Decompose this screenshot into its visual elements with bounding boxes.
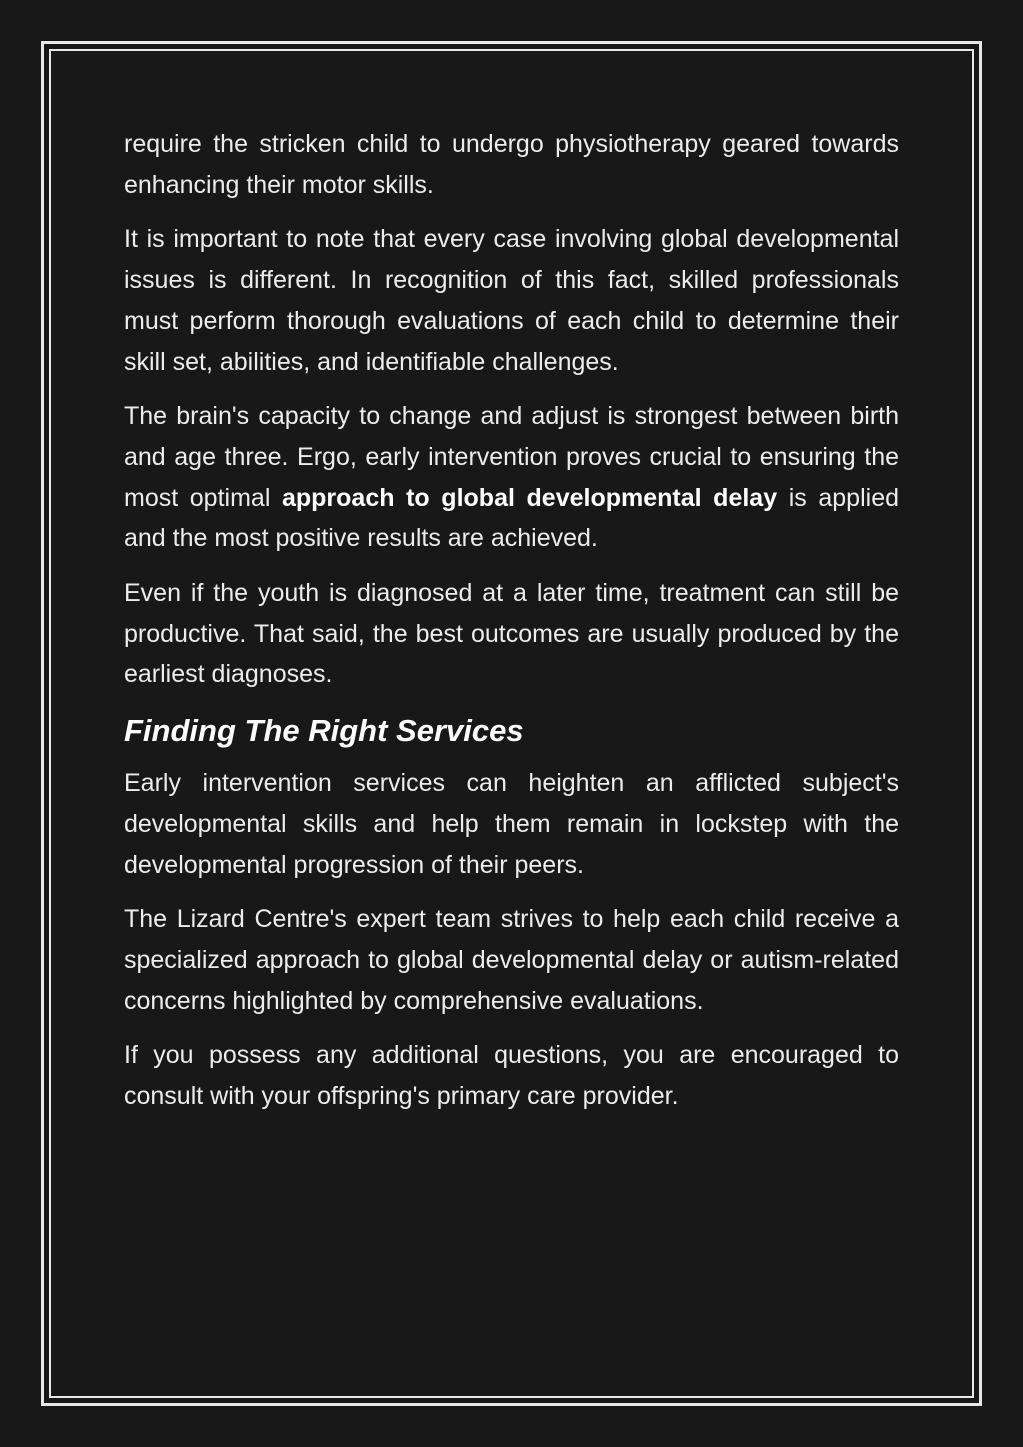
- paragraph-later-diagnosis: Even if the youth is diagnosed at a later time, treatment can still be productive. That said, the best outcomes are usually produced by the earliest diagnoses.: [124, 579, 899, 689]
- paragraph-additional-questions: If you possess any additional questions, you are encouraged to consult with your offspring's primary care provider.: [124, 1041, 899, 1111]
- document-body: [124, 124, 899, 1131]
- paragraph-lizard-centre: The Lizard Centre's expert team strives to help each child receive a specialized approach to global developmental delay or autism-related concerns highlighted by comprehensive evaluations.: [124, 905, 899, 1015]
- brain-text-before: The brain's capacity to change and adjust is strongest between birth and age three. Ergo, early intervention proves crucial to ensuring the most optimal: [124, 402, 899, 512]
- bold-keyword-link: approach to global developmental delay: [281, 483, 778, 512]
- section-heading: Finding The Right Services: [124, 713, 524, 749]
- paragraph-early-intervention: Early intervention services can heighten an afflicted subject's developmental skills and help them remain in lockstep with the developmental progression of their peers.: [124, 769, 899, 879]
- paragraph-physiotherapy: require the stricken child to undergo physiotherapy geared towards enhancing their motor skills.: [124, 130, 899, 199]
- paragraph-brain-capacity: [124, 396, 899, 559]
- brain-text-after: is applied and the most positive results are achieved.: [124, 483, 899, 553]
- paragraph-every-case: It is important to note that every case involving global developmental issues is different. In recognition of this fact, skilled professionals must perform thorough evaluations of each child to determine their skill set, abilities, and identifiable challenges.: [124, 225, 899, 376]
